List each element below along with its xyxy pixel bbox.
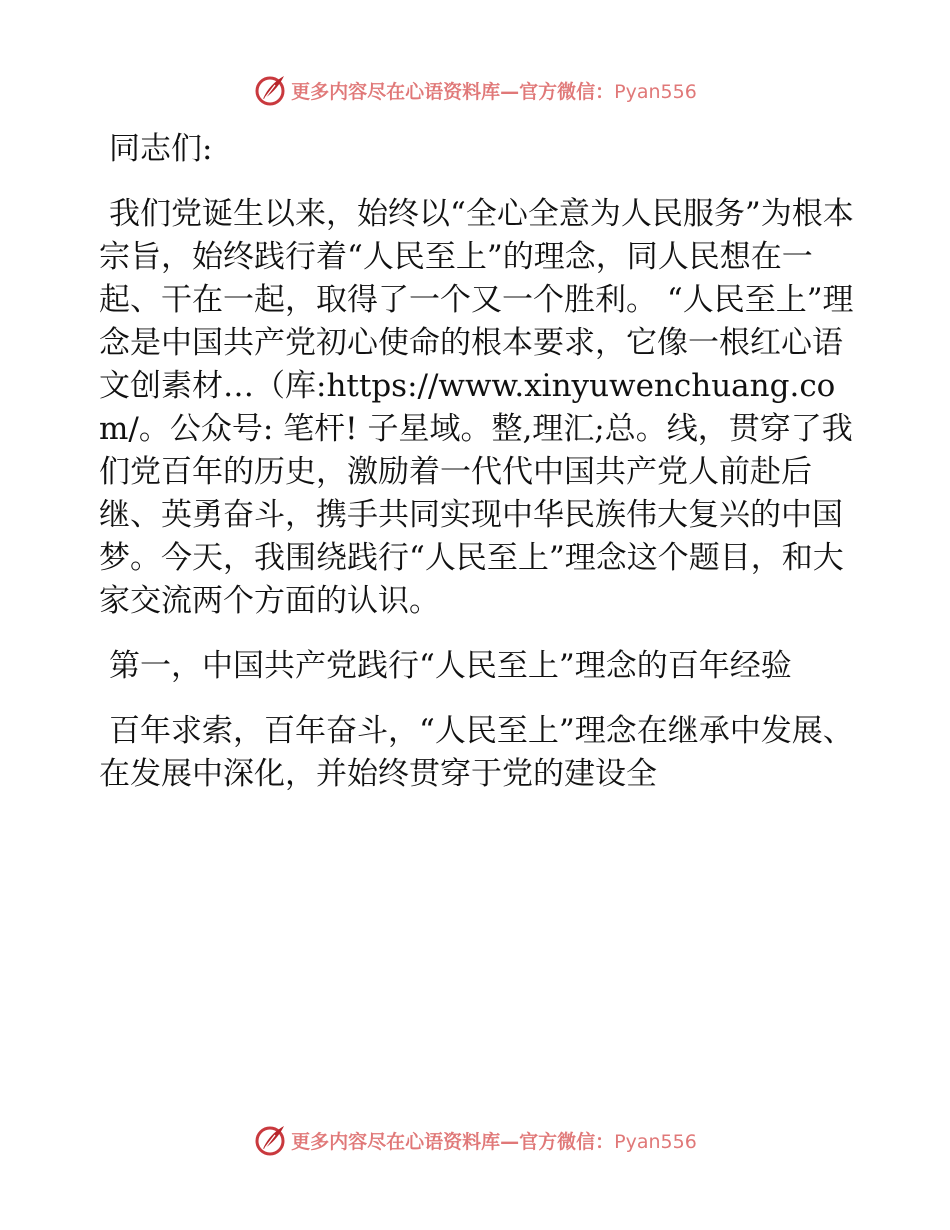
feather-pen-logo-icon	[253, 73, 287, 107]
footer-banner	[0, 1120, 950, 1160]
paragraph-section-1: 百年求索，百年奋斗，“人民至上”理念在继承中发展、在发展中深化，并始终贯穿于党的建设全	[99, 713, 854, 792]
feather-pen-logo-icon	[253, 1123, 287, 1157]
banner-text: 更多内容尽在心语资料库—官方微信：Pyan556	[291, 80, 697, 103]
paragraph-intro: 我们党诞生以来，始终以“全心全意为人民服务”为根本宗旨，始终践行着“人民至上”的理念，同人民想在一起、干在一起，取得了一个又一个胜利。 “人民至上”理念是中国共产党初心使命的根本要求，它像一根红心语文创素材…（库:https://www.xinyuwenchuang.com/。公众号: 笔杆! 子星域。整,理汇;总。线，贯穿了我们党百年的历史，激励着一代代中国共产党人前赴后继、英勇奋斗，携手共同实现中华民族伟大复兴的中国梦。今天，我围绕践行“人民至上”理念这个题目，和大家交流两个方面的认识。	[99, 196, 854, 619]
section-heading-1: 第一，中国共产党践行“人民至上”理念的百年经验	[109, 648, 792, 684]
header-banner	[0, 70, 950, 110]
document-body	[99, 128, 859, 818]
banner-text: 更多内容尽在心语资料库—官方微信：Pyan556	[291, 1130, 697, 1153]
greeting: 同志们:	[109, 131, 213, 167]
